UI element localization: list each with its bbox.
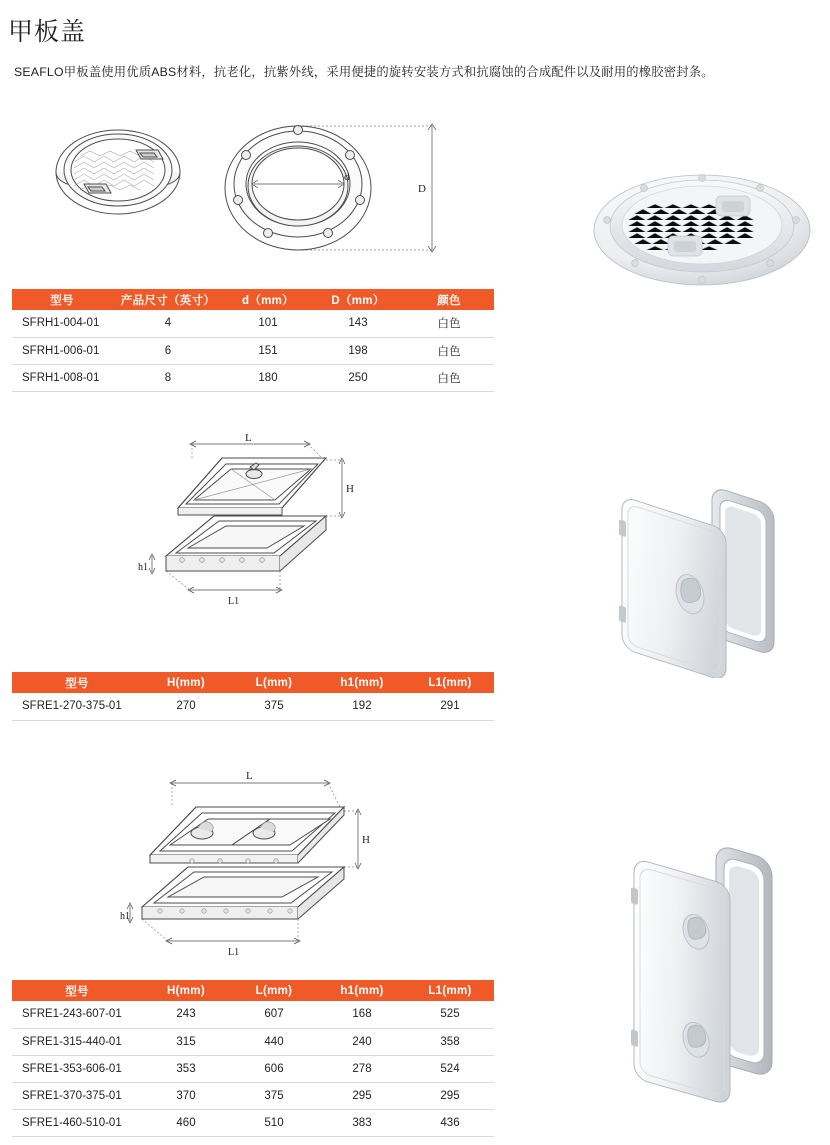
col-header-d: d（mm） [224, 289, 312, 310]
cell-h: 270 [142, 693, 230, 720]
cell-d: 151 [224, 337, 312, 364]
cell-size: 4 [112, 310, 224, 337]
table-header-row [12, 289, 494, 310]
col-header-l: L(mm) [230, 672, 318, 693]
table-row [12, 1028, 494, 1055]
cell-l1: 358 [406, 1028, 494, 1055]
cell-model: SFRE1-270-375-01 [12, 693, 142, 720]
cell-model: SFRH1-004-01 [12, 310, 112, 337]
col-header-model: 型号 [12, 289, 112, 310]
table-row [12, 337, 494, 364]
cell-l: 606 [230, 1055, 318, 1082]
cell-model: SFRE1-315-440-01 [12, 1028, 142, 1055]
cell-model: SFRE1-353-606-01 [12, 1055, 142, 1082]
cell-color: 白色 [404, 337, 494, 364]
cell-color: 白色 [404, 364, 494, 391]
col-header-h: H(mm) [142, 980, 230, 1001]
cell-l1: 525 [406, 1001, 494, 1028]
col-header-h1: h1(mm) [318, 980, 406, 1001]
cell-h: 460 [142, 1109, 230, 1136]
dim-label-d: d [344, 171, 350, 183]
cell-model: SFRE1-243-607-01 [12, 1001, 142, 1028]
page-title: 甲板盖 [8, 18, 87, 46]
dim-label-L1: L1 [228, 947, 240, 958]
dim-label-h1: h1 [120, 911, 130, 922]
col-header-l: L(mm) [230, 980, 318, 1001]
cell-D: 198 [312, 337, 404, 364]
col-header-model: 型号 [12, 980, 142, 1001]
hatch2-spec-table [12, 980, 494, 1137]
cell-l1: 291 [406, 693, 494, 720]
col-header-l1: L1(mm) [406, 672, 494, 693]
dim-label-H: H [346, 483, 354, 495]
cell-l1: 524 [406, 1055, 494, 1082]
table-row [12, 693, 494, 720]
dim-label-h1: h1 [138, 562, 148, 573]
table-row [12, 310, 494, 337]
hatch1-spec-table [12, 672, 494, 721]
cell-h: 370 [142, 1082, 230, 1109]
cell-model: SFRE1-370-375-01 [12, 1082, 142, 1109]
dim-label-D: D [418, 183, 426, 195]
cell-size: 8 [112, 364, 224, 391]
cell-D: 143 [312, 310, 404, 337]
round-hatch-line-drawing [40, 100, 440, 275]
cell-h: 315 [142, 1028, 230, 1055]
hatch1-line-drawing [130, 430, 370, 645]
table-header-row [12, 672, 494, 693]
table-row [12, 1082, 494, 1109]
cell-l: 440 [230, 1028, 318, 1055]
cell-h: 353 [142, 1055, 230, 1082]
hatch2-line-drawing [120, 755, 380, 965]
cell-d: 101 [224, 310, 312, 337]
round-hatch-spec-table [12, 289, 494, 392]
table-row [12, 364, 494, 391]
col-header-h: H(mm) [142, 672, 230, 693]
table-row [12, 1001, 494, 1028]
cell-h1: 278 [318, 1055, 406, 1082]
col-header-l1: L1(mm) [406, 980, 494, 1001]
cell-model: SFRH1-006-01 [12, 337, 112, 364]
cell-l: 510 [230, 1109, 318, 1136]
cell-l: 607 [230, 1001, 318, 1028]
col-header-D: D（mm） [312, 289, 404, 310]
cell-l1: 436 [406, 1109, 494, 1136]
dim-label-L: L [246, 770, 253, 782]
hatch2-photo [620, 838, 815, 1113]
table-row [12, 1055, 494, 1082]
cell-h1: 192 [318, 693, 406, 720]
col-header-size: 产品尺寸（英寸） [112, 289, 224, 310]
dim-label-L1: L1 [228, 596, 240, 607]
cell-h1: 240 [318, 1028, 406, 1055]
cell-model: SFRE1-460-510-01 [12, 1109, 142, 1136]
col-header-h1: h1(mm) [318, 672, 406, 693]
cell-h: 243 [142, 1001, 230, 1028]
cell-h1: 168 [318, 1001, 406, 1028]
dim-label-H: H [362, 834, 370, 846]
cell-l: 375 [230, 693, 318, 720]
table-row [12, 1109, 494, 1136]
cell-size: 6 [112, 337, 224, 364]
cell-l: 375 [230, 1082, 318, 1109]
table-header-row [12, 980, 494, 1001]
page-intro: SEAFLO甲板盖使用优质ABS材料，抗老化，抗紫外线，采用便捷的旋转安装方式和抗腐蚀的合成配件以及耐用的橡胶密封条。 [14, 65, 714, 79]
cell-D: 250 [312, 364, 404, 391]
round-hatch-photo [590, 168, 815, 288]
cell-d: 180 [224, 364, 312, 391]
hatch1-photo [600, 478, 815, 678]
col-header-model: 型号 [12, 672, 142, 693]
cell-l1: 295 [406, 1082, 494, 1109]
cell-color: 白色 [404, 310, 494, 337]
dim-label-L: L [245, 432, 252, 444]
cell-h1: 383 [318, 1109, 406, 1136]
cell-h1: 295 [318, 1082, 406, 1109]
cell-model: SFRH1-008-01 [12, 364, 112, 391]
col-header-color: 颜色 [404, 289, 494, 310]
